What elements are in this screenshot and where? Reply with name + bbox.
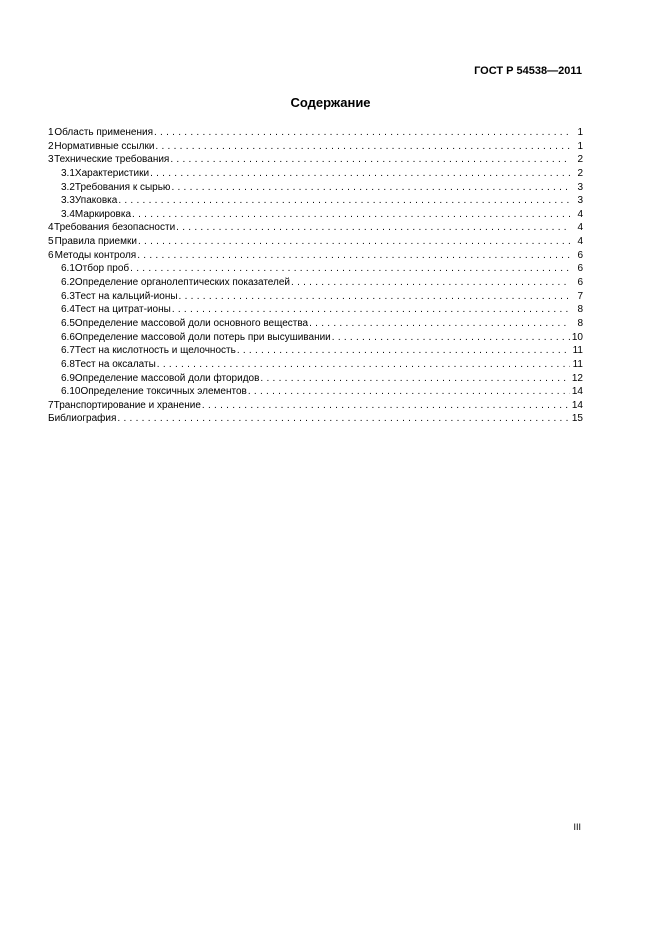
toc-entry-title: Требования безопасности [54,222,176,234]
toc-entry-title: Требования к сырью [74,181,171,193]
toc-entry-number: 7 [48,399,54,411]
toc-dot-leader [138,235,570,249]
toc-dot-leader [170,153,570,167]
toc-entry [48,399,583,413]
toc-entry-page: 14 [571,399,583,411]
toc-entry [48,412,583,426]
toc-entry [48,249,583,263]
toc-entry-number: 4 [48,222,54,234]
toc-entry-number: 1 [48,127,54,138]
toc-entry-number: 6 [48,249,54,261]
toc-entry-title: Правила приемки [54,236,137,248]
toc-entry-title: Отбор проб [74,263,130,275]
toc-entry-number: 3.1 [61,167,75,179]
toc-entry-number: 6.3 [61,290,75,302]
toc-dot-leader [117,412,570,426]
toc-dot-leader [137,249,570,263]
toc-entry [48,153,583,167]
toc-entry [48,235,583,249]
toc-entry-number: 6.4 [61,304,75,316]
toc-entry-page: 14 [571,386,583,398]
document-header: ГОСТ Р 54538—2011 [474,65,582,77]
toc-entry [48,262,583,276]
toc-entry-number: 6.5 [61,317,75,329]
toc-dot-leader [202,399,570,413]
toc-entry-page: 6 [577,277,583,289]
toc-entry [48,167,583,181]
toc-entry-page: 8 [577,317,583,329]
toc-title: Содержание [290,95,371,110]
toc-entry-title: Определение органолептических показателей [74,277,291,289]
toc-entry-number: 3.2 [61,181,75,193]
toc-entry [48,194,583,208]
toc-entry-page: 11 [572,345,583,357]
toc-dot-leader [155,140,570,154]
toc-entry-title: Характеристики [74,167,150,179]
toc-entry [48,358,583,372]
toc-entry-page: 15 [571,413,583,425]
toc-dot-leader [260,372,570,386]
toc-entry-title: Упаковка [74,195,118,207]
toc-entry-number: 6.2 [61,277,75,289]
toc-entry-number: 3.4 [61,208,75,220]
toc-entry-number: 2 [48,140,54,152]
toc-entry [48,221,583,235]
toc-entry-title: Транспортирование и хранение [53,399,201,411]
toc-entry-title: Тест на оксалаты [74,358,156,370]
toc-entry-page: 7 [577,290,583,302]
toc-dot-leader [291,276,570,290]
toc-entry-page: 12 [571,372,583,384]
toc-dot-leader [171,181,570,195]
toc-entry-page: 3 [577,195,583,207]
toc-entry-page: 3 [577,181,583,193]
toc-dot-leader [130,262,570,276]
page-number: III [573,822,581,832]
toc-entry [48,385,583,399]
toc-entry [48,276,583,290]
toc-entry-page: 6 [577,263,583,275]
toc-entry [48,317,583,331]
toc-entry-title: Определение массовой доли потерь при высушивании [74,331,331,343]
toc-entry [48,303,583,317]
toc-entry-page: 2 [577,167,583,179]
toc-entry-title: Тест на цитрат-ионы [74,304,171,316]
toc-entry-page: 11 [572,358,583,370]
toc-dot-leader [179,290,570,304]
toc-entry-number: 6.6 [61,331,75,343]
toc-entry-page: 4 [577,236,583,248]
toc-dot-leader [154,126,570,140]
toc-entry-title: Тест на кальций-ионы [74,290,178,302]
toc-entry [48,331,583,345]
toc-entry-number: 6.7 [61,345,75,357]
toc-entry-title: Нормативные ссылки [54,140,155,152]
toc-entry-page: 2 [577,154,583,166]
toc-entry-title: Определение массовой доли фторидов [74,372,260,384]
toc-dot-leader [248,385,570,399]
toc-dot-leader [118,194,570,208]
toc-entry [48,140,583,154]
toc-dot-leader [237,344,570,358]
toc-entry-number: 3.3 [61,195,75,207]
toc-dot-leader [176,221,570,235]
toc-entry-title: Определение массовой доли основного вещества [74,317,309,329]
toc-entry-page: 4 [577,208,583,220]
toc-entry-page: 8 [577,304,583,316]
toc-entry-number: 6.9 [61,372,75,384]
toc-entry [48,372,583,386]
toc-entry-title: Библиография [48,413,117,425]
toc-entry-number: 6.1 [61,263,75,275]
toc-entry-number: 5 [48,236,54,248]
toc-entry-page: 1 [577,127,583,138]
toc-entry [48,126,583,140]
toc-entry-title: Область применения [54,127,153,138]
toc-dot-leader [172,303,570,317]
toc-dot-leader [332,331,570,345]
toc-entry-page: 4 [577,222,583,234]
toc-entry-number: 3 [48,154,54,166]
toc-entry-title: Тест на кислотность и щелочность [74,345,236,357]
toc-entry [48,344,583,358]
toc-entry-title: Технические требования [54,154,170,166]
toc-dot-leader [150,167,570,181]
toc-entry-title: Методы контроля [54,249,137,261]
toc-dot-leader [132,208,570,222]
toc-entry-title: Определение токсичных элементов [80,386,247,398]
toc-entry-number: 6.10 [61,386,81,398]
toc-entry [48,181,583,195]
table-of-contents [48,126,583,426]
toc-entry [48,208,583,222]
toc-entry-page: 1 [577,140,583,152]
toc-entry-number: 6.8 [61,358,75,370]
toc-dot-leader [309,317,570,331]
toc-entry-page: 6 [577,249,583,261]
toc-entry-title: Маркировка [74,208,132,220]
toc-dot-leader [157,358,570,372]
toc-entry [48,290,583,304]
toc-entry-page: 10 [571,331,583,343]
